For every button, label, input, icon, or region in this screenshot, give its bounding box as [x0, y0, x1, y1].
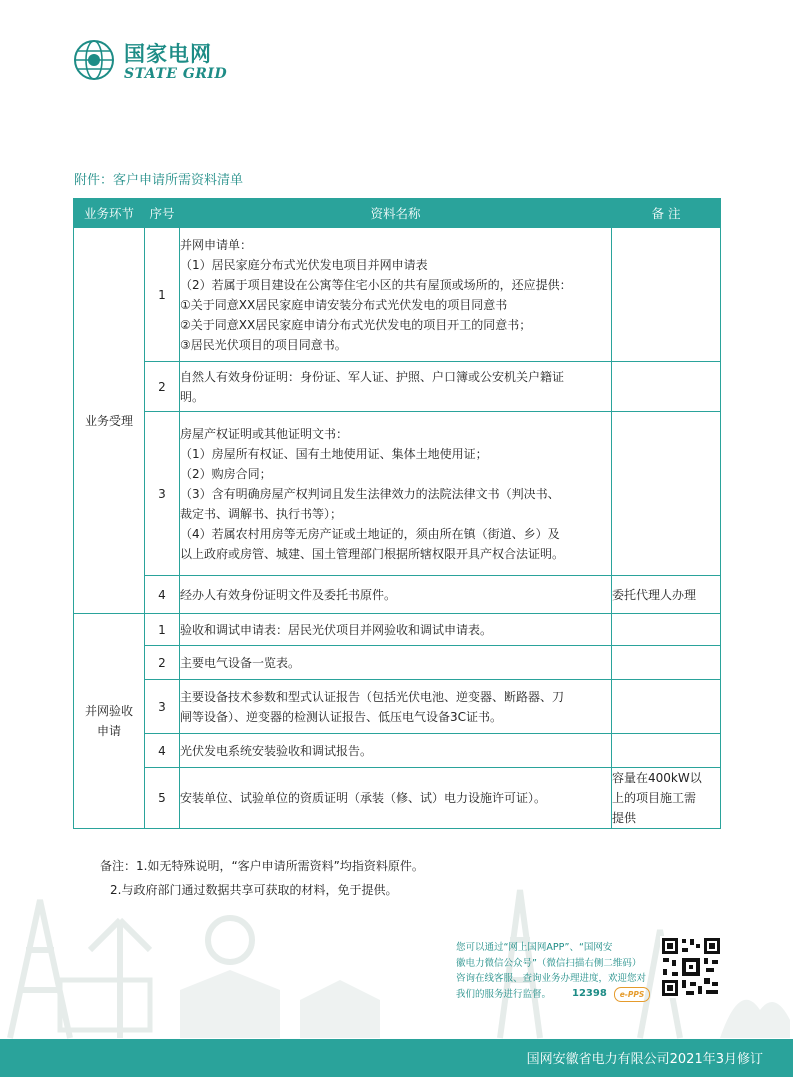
epp-badge: e-PPS — [614, 987, 650, 1002]
brand-name-cn: 国家电网 — [124, 42, 212, 66]
remark-cell — [612, 734, 721, 768]
remark-cell — [612, 228, 721, 362]
material-text: 自然人有效身份证明：身份证、军人证、护照、户口簿或公安机关户籍证 明。 — [180, 362, 612, 412]
remark-cell: 容量在400kW以 上的项目施工需 提供 — [612, 768, 721, 829]
page-subtitle: 附件：客户申请所需资料清单 — [74, 173, 244, 188]
material-text: 验收和调试申请表：居民光伏项目并网验收和调试申请表。 — [180, 614, 612, 646]
hotline-number: 12398 — [572, 988, 607, 999]
header-remark: 备 注 — [612, 199, 721, 228]
row-number: 5 — [145, 768, 180, 829]
remark-cell — [612, 412, 721, 576]
remark-cell — [612, 362, 721, 412]
service-promo: 您可以通过“网上国网APP”、“国网安 徽电力微信公众号”（微信扫描右侧二维码） 咨询在线客服、查询业务办理进度，欢迎您对 我们的服务进行监督。 — [456, 942, 647, 1000]
table-row — [74, 412, 721, 576]
material-text: 光伏发电系统安装验收和调试报告。 — [180, 734, 612, 768]
material-text: 主要设备技术参数和型式认证报告（包括光伏电池、逆变器、断路器、刀 闸等设备）、逆变器的检测认证报告、低压电气设备3C证书。 — [180, 680, 612, 734]
row-number: 3 — [145, 680, 180, 734]
table-row — [74, 228, 721, 362]
row-number: 4 — [145, 734, 180, 768]
table-row — [74, 768, 721, 829]
header-number: 序号 — [145, 199, 180, 228]
footer-revision-text: 国网安徽省电力有限公司2021年3月修订 — [526, 1052, 763, 1067]
material-text: 经办人有效身份证明文件及委托书原件。 — [180, 576, 612, 614]
material-text: 安装单位、试验单位的资质证明（承装（修、试）电力设施许可证）。 — [180, 768, 612, 829]
material-text: 并网申请单： （1）居民家庭分布式光伏发电项目并网申请表 （2）若属于项目建设在公寓等住宅小区的共有屋顶或场所的，还应提供： ①关于同意XX居民家庭申请安装分布式光伏发电的项目同意书 ②关于同意XX居民家庭申请分布式光伏发电的项目开工的同意书； ③居民光伏项目的项目同意书。 — [180, 228, 612, 362]
remark-cell: 委托代理人办理 — [612, 576, 721, 614]
table-row — [74, 734, 721, 768]
table-row — [74, 680, 721, 734]
row-number: 1 — [145, 228, 180, 362]
footer-bar — [0, 1039, 793, 1077]
category-business-acceptance: 业务受理 — [74, 228, 145, 614]
row-number: 2 — [145, 646, 180, 680]
table-row — [74, 362, 721, 412]
row-number: 2 — [145, 362, 180, 412]
material-text: 主要电气设备一览表。 — [180, 646, 612, 680]
state-grid-logo — [72, 36, 232, 88]
table-row — [74, 614, 721, 646]
row-number: 1 — [145, 614, 180, 646]
materials-table — [73, 198, 721, 829]
row-number: 4 — [145, 576, 180, 614]
row-number: 3 — [145, 412, 180, 576]
header-material-name: 资料名称 — [180, 199, 612, 228]
remark-line-1: 备注：1.如无特殊说明，“客户申请所需资料”均指资料原件。 — [100, 859, 424, 873]
brand-name-en: STATE GRID — [124, 66, 228, 82]
remark-cell — [612, 646, 721, 680]
qr-code-icon[interactable] — [660, 936, 722, 998]
table-row — [74, 646, 721, 680]
category-grid-acceptance: 并网验收 申请 — [74, 614, 145, 829]
material-text: 房屋产权证明或其他证明文书： （1）房屋所有权证、国有土地使用证、集体土地使用证； （2）购房合同； （3）含有明确房屋产权判词且发生法律效力的法院法律文书（判决书、 裁定书、调解书、执行书等）； （4）若属农村用房等无房产证或土地证的，须由所在镇（街道、乡）及 以上政府或房管、城建、国土管理部门根据所辖权限开具产权合法证明。 — [180, 412, 612, 576]
header-stage: 业务环节 — [74, 199, 145, 228]
table-header-row — [74, 199, 721, 228]
state-grid-globe-icon — [72, 38, 116, 82]
remark-line-2: 2.与政府部门通过数据共享可获取的材料，免于提供。 — [110, 883, 398, 897]
remark-cell — [612, 680, 721, 734]
remark-cell — [612, 614, 721, 646]
table-row — [74, 576, 721, 614]
